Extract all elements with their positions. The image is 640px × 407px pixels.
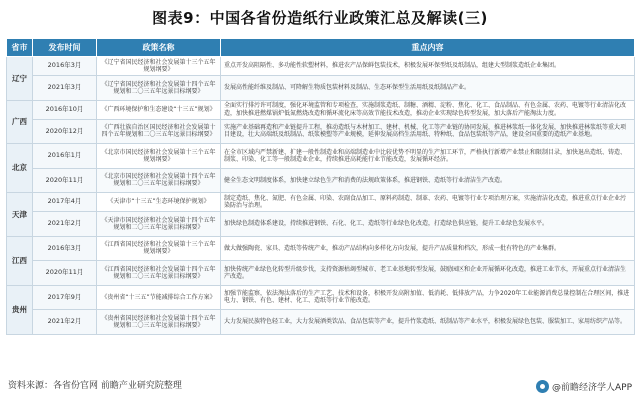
brand-logo-icon — [536, 380, 549, 393]
table-row — [7, 212, 635, 237]
key-content-cell: 实施产业基础再造和产业链提升工程，推动造纸与木材加工、建材、机械、化工等产业链的协同发展，推进林浆纸一体化发展，加快推进林浆纸等重大项目建设，壮大高端纸及纸制品、纸浆模塑等产业规模，延伸发展高档生活用纸、特种纸、食品包装纸等产品，建设全国重要的造纸产业基地。 — [221, 119, 635, 144]
province-cell: 江西 — [7, 236, 33, 285]
key-content-cell: 发展高性能纤维及制品、可降解生物质包装材料及制品、生态环保型生活用纸及纸制品产业。 — [221, 76, 635, 101]
policy-table-container — [6, 38, 634, 370]
date-cell: 2021年3月 — [33, 76, 97, 101]
date-cell: 2017年9月 — [33, 285, 97, 310]
date-cell: 2016年10月 — [33, 100, 97, 119]
date-cell: 2021年2月 — [33, 310, 97, 335]
date-cell: 2016年3月 — [33, 57, 97, 76]
table-row — [7, 100, 635, 119]
table-header-row — [7, 39, 635, 57]
table-row — [7, 168, 635, 193]
policy-name-cell: 《江西省国民经济和社会发展第十四个五年规划和二〇三五年远景目标纲要》 — [97, 261, 221, 286]
policy-name-cell: 《天津市“十三五”生态环境保护规划》 — [97, 193, 221, 212]
table-row — [7, 310, 635, 335]
province-cell: 天津 — [7, 193, 33, 237]
key-content-cell: 大力发展民族特色轻工业，大力发展酒类饮品、食品包装等产业，提升竹浆造纸、纸制品等产业水平，积极发展绿色包装、服装加工、家用纺织产品等。 — [221, 310, 635, 335]
key-content-cell: 健全生态文明制度体系，加快建立绿色生产和消费的法规政策体系，推进钢铁、造纸等行业清洁生产改造。 — [221, 168, 635, 193]
policy-name-cell: 《北京市国民经济和社会发展第十四个五年规划和二〇三五年远景目标纲要》 — [97, 168, 221, 193]
header-date: 发布时间 — [33, 39, 97, 57]
header-province: 省市 — [7, 39, 33, 57]
province-cell: 贵州 — [7, 285, 33, 334]
source-note: 资料来源：各省份官网 前瞻产业研究院整理 — [8, 381, 182, 391]
policy-name-cell: 《广西壮族自治区国民经济和社会发展第十四个五年规划和二〇三五年远景目标纲要》 — [97, 119, 221, 144]
policy-name-cell: 《辽宁省国民经济和社会发展第十四个五年规划和二〇三五年远景目标纲要》 — [97, 76, 221, 101]
table-row — [7, 285, 635, 310]
key-content-cell: 在全市区域内严禁新建、扩建一般性制造业和高端制造业中比较优势不明显的生产加工环节，严格执行新增产业禁止和限制目录，加快退出造纸、铸造、制浆、印染、化工等一般制造业企业，持续推进高耗能行业节能改造，发展循环经济。 — [221, 144, 635, 169]
date-cell: 2016年1月 — [33, 144, 97, 169]
table-row — [7, 76, 635, 101]
table-row — [7, 193, 635, 212]
date-cell: 2021年2月 — [33, 212, 97, 237]
policy-name-cell: 《北京市国民经济和社会发展第十三个五年规划纲要》 — [97, 144, 221, 169]
policy-name-cell: 《贵州省“十三五”节能减排综合工作方案》 — [97, 285, 221, 310]
policy-name-cell: 《江西省国民经济和社会发展第十三个五年规划纲要》 — [97, 236, 221, 261]
table-row — [7, 119, 635, 144]
key-content-cell: 加强节能监察，依法淘汰落后的生产工艺、技术和设备，积极开发高附加值、低消耗、低排放产品，力争2020年工业能源消费总量控制在合理区间，推进电力、钢铁、有色、建材、化工、造纸等行业节能改造。 — [221, 285, 635, 310]
date-cell: 2017年4月 — [33, 193, 97, 212]
date-cell: 2020年12月 — [33, 119, 97, 144]
policy-name-cell: 《贵州省国民经济和社会发展第十四个五年规划和二〇三五年远景目标纲要》 — [97, 310, 221, 335]
province-cell: 北京 — [7, 144, 33, 193]
policy-table — [6, 38, 635, 335]
date-cell: 2020年11月 — [33, 168, 97, 193]
brand-label: @前瞻经济学人APP — [551, 382, 632, 393]
brand-watermark — [536, 378, 632, 394]
key-content-cell: 全面实行排污许可制度，强化环境监管和专项检查，实施制浆造纸、制糖、酒精、淀粉、焦化、化工、食品制品、有色金属、农药、电镀等行业清洁化改造，加快推进燃煤锅炉低氮燃烧改造和循环流化床等高效节能技术改造，推动企业实现绿色转型发展，加大落后产能淘汰力度。 — [221, 100, 635, 119]
key-content-cell: 做大做强陶瓷、家具、造纸等传统产业，推动产品结构向多样化方向发展，提升产品质量和档次，形成一批有特色的产业集群。 — [221, 236, 635, 261]
province-cell: 广西 — [7, 100, 33, 144]
policy-name-cell: 《辽宁省国民经济和社会发展第十三个五年规划纲要》 — [97, 57, 221, 76]
date-cell: 2016年3月 — [33, 236, 97, 261]
date-cell: 2020年11月 — [33, 261, 97, 286]
policy-name-cell: 《天津市国民经济和社会发展第十四个五年规划和二〇三五年远景目标纲要》 — [97, 212, 221, 237]
key-content-cell: 加快绿色制造体系建设，持续推进钢铁、石化、化工、造纸等行业绿色化改造，打造绿色供应链，提升工业绿色发展水平。 — [221, 212, 635, 237]
key-content-cell: 加快传统产业绿色化转型升级步伐，支持资源枯竭型城市、老工业基地转型发展，鼓励园区和企业开展循环化改造，推进工业节水，开展重点行业清洁生产改造。 — [221, 261, 635, 286]
table-row — [7, 261, 635, 286]
table-row — [7, 144, 635, 169]
key-content-cell: 制定造纸、焦化、氮肥、有色金属、印染、农副食品加工、原料药制造、制革、农药、电镀等行业专项治理方案，实施清洁化改造，推进重点行业企业污染防治与治理。 — [221, 193, 635, 212]
chart-title: 图表9：中国各省份造纸行业政策汇总及解读(三) — [152, 9, 488, 27]
table-row — [7, 57, 635, 76]
table-row — [7, 236, 635, 261]
province-cell: 辽宁 — [7, 57, 33, 101]
key-content-cell: 重点开发高阻隔性、多功能性软塑材料，推进农产品保鲜包装技术，积极发展环保型纸及纸制品，组建大型制浆造纸企业集团。 — [221, 57, 635, 76]
header-policy-name: 政策名称 — [97, 39, 221, 57]
policy-name-cell: 《广西环境保护和生态建设“十三五”规划》 — [97, 100, 221, 119]
header-key-content: 重点内容 — [221, 39, 635, 57]
